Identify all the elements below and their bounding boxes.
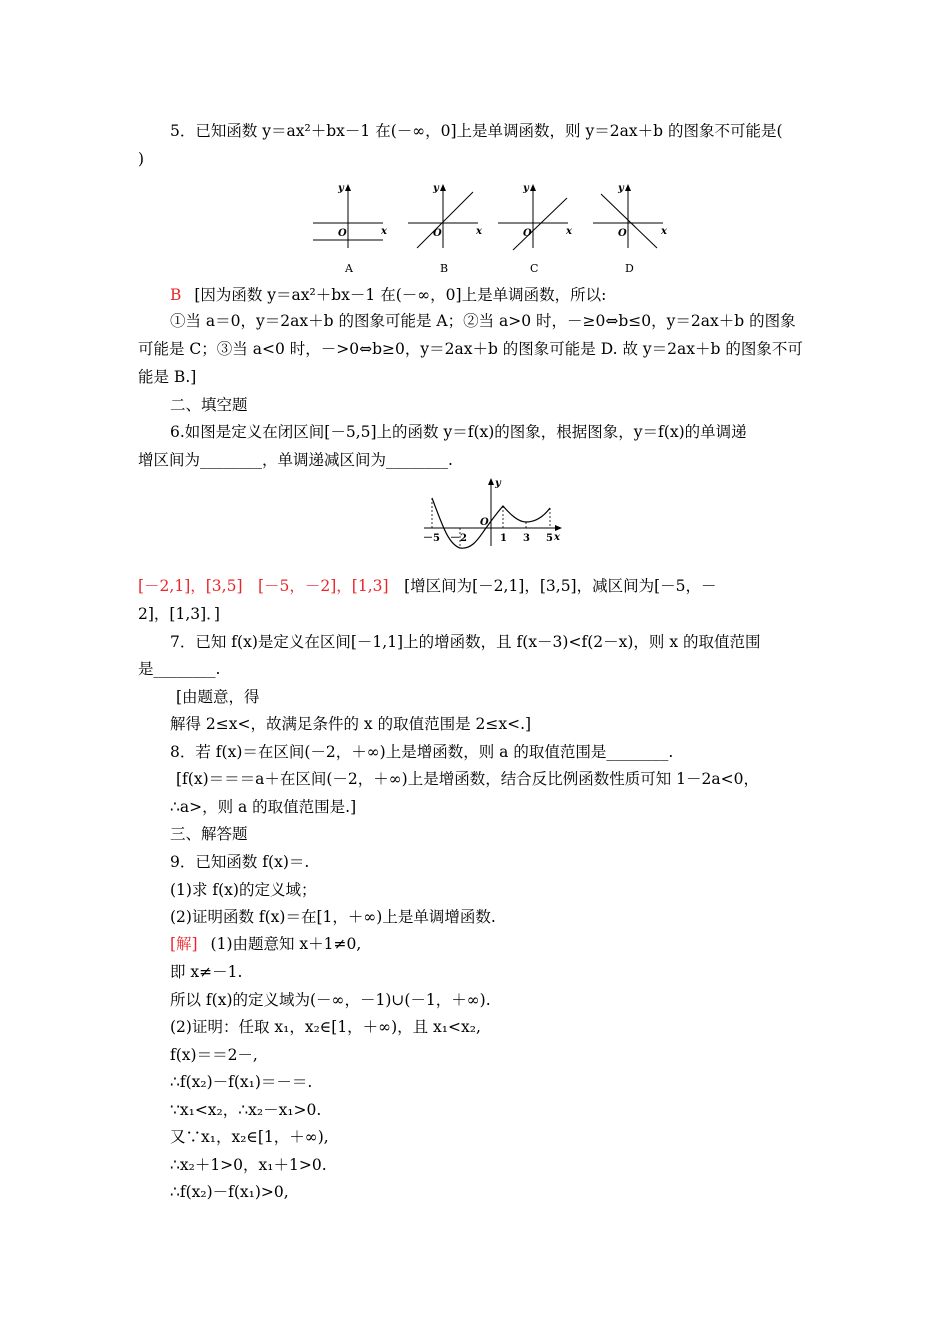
option-a-x-label: x: [381, 226, 387, 237]
q9-step8: 又∵x₁，x₂∈[1，＋∞),: [170, 1128, 329, 1146]
q9-step10: ∴f(x₂)－f(x₁)>0,: [170, 1183, 289, 1201]
q6-line2: 增区间为________，单调递减区间为________.: [138, 451, 453, 469]
option-b-y-label: y: [433, 183, 439, 194]
q7-line1: 7．已知 f(x)是定义在区间[－1,1]上的增函数，且 f(x－3)<f(2－x)，则 x 的取值范围: [170, 633, 761, 651]
q6-tick-1: 1: [500, 533, 507, 544]
q6-solution-text: [增区间为[－2,1]，[3,5]，减区间为[－5，－: [388, 577, 717, 595]
section-fill-in-heading: 二、填空题: [170, 396, 248, 414]
q9-solution-line1: [170, 933, 361, 955]
q7-line2: 是________.: [138, 660, 221, 678]
q6-x-label: x: [554, 532, 560, 543]
q9-part1: (1)求 f(x)的定义域；: [170, 881, 317, 899]
option-b-origin: O: [433, 228, 442, 239]
option-a-y-label: y: [338, 183, 344, 194]
q8-line1: 8．若 f(x)＝在区间(－2，＋∞)上是增函数，则 a 的取值范围是________.: [170, 743, 674, 761]
q8-solution-line2: ∴a>，则 a 的取值范围是.]: [170, 798, 357, 816]
q6-y-label: y: [495, 478, 501, 489]
q6-tick-5: 5: [546, 533, 553, 544]
section-solve-heading: 三、解答题: [170, 825, 248, 843]
option-b-x-label: x: [476, 226, 482, 237]
option-c-origin: O: [523, 228, 532, 239]
q6-tick-neg5: －5: [423, 533, 440, 544]
option-b-label: B: [440, 262, 449, 275]
q9-step5: f(x)＝＝2－,: [170, 1046, 258, 1064]
q5-line1: 5．已知函数 y＝ax²＋bx－1 在(－∞，0]上是单调函数，则 y＝2ax＋b 的图象不可能是(: [170, 122, 783, 140]
q5-solution-intro: [因为函数 y＝ax²＋bx－1 在(－∞，0]上是单调函数，所以:: [194, 286, 607, 304]
q6-function-graph: [418, 476, 568, 556]
option-d-x-label: x: [661, 226, 667, 237]
q9-line1: 9．已知函数 f(x)＝.: [170, 853, 310, 871]
option-d-y-label: y: [618, 183, 624, 194]
option-c-label: C: [530, 262, 539, 275]
q9-step3: 所以 f(x)的定义域为(－∞，－1)∪(－1，＋∞).: [170, 991, 491, 1009]
q6-line1: 6.如图是定义在闭区间[－5,5]上的函数 y＝f(x)的图象，根据图象，y＝f(x)的单调递: [170, 423, 747, 441]
q5-solution-line1: [170, 284, 606, 306]
option-d-line: [601, 194, 657, 248]
q5-solution-line2: ①当 a＝0，y＝2ax＋b 的图象可能是 A；②当 a>0 时，－≥0⇔b≤0，y＝2ax＋b 的图象: [170, 312, 796, 330]
q5-solution-line3: 可能是 C；③当 a<0 时，－>0⇔b≥0，y＝2ax＋b 的图象可能是 D. 故 y＝2ax＋b 的图象不可: [138, 340, 803, 358]
option-a-label: A: [345, 262, 353, 275]
option-a-origin: O: [338, 228, 347, 239]
option-c-x-label: x: [566, 226, 572, 237]
q5-answer: B: [170, 286, 182, 304]
q9-step6: ∴f(x₂)－f(x₁)＝－＝.: [170, 1073, 313, 1091]
option-c-line: [513, 198, 567, 250]
q8-solution-line1: [f(x)＝＝＝a＋在区间(－2，＋∞)上是增函数，结合反比例函数性质可知 1－2a<0，: [176, 770, 759, 788]
q9-step2: 即 x≠－1.: [170, 963, 243, 981]
q6-solution-line2: 2]，[1,3]．]: [138, 605, 220, 623]
q7-solution-line2: 解得 2≤x<，故满足条件的 x 的取值范围是 2≤x<.]: [170, 715, 532, 733]
q6-solution-line1: [138, 575, 717, 597]
option-c-y-label: y: [523, 183, 529, 194]
q6-origin: O: [480, 517, 489, 528]
q5-option-graphs: [305, 178, 685, 280]
q5-solution-line4: 能是 B.]: [138, 368, 197, 386]
q9-solution-label: [解]: [170, 935, 198, 953]
option-d-label: D: [625, 262, 634, 275]
q6-tick-neg2: －2: [450, 533, 467, 544]
q9-step9: ∴x₂＋1>0，x₁＋1>0.: [170, 1156, 327, 1174]
q5-line2: ): [138, 150, 145, 168]
q9-step1: (1)由题意知 x＋1≠0,: [210, 935, 362, 953]
q9-step4: (2)证明：任取 x₁，x₂∈[1，＋∞)，且 x₁<x₂,: [170, 1018, 481, 1036]
q9-part2: (2)证明函数 f(x)＝在[1，＋∞)上是单调增函数.: [170, 908, 496, 926]
option-d-origin: O: [618, 228, 627, 239]
q9-step7: ∵x₁<x₂，∴x₂－x₁>0.: [170, 1101, 322, 1119]
q6-answer: [－2,1]，[3,5] [－5，－2]，[1,3]: [138, 577, 389, 595]
option-b-line: [417, 192, 473, 248]
q6-tick-3: 3: [523, 533, 530, 544]
q7-solution-line1: [由题意，得: [176, 688, 260, 706]
